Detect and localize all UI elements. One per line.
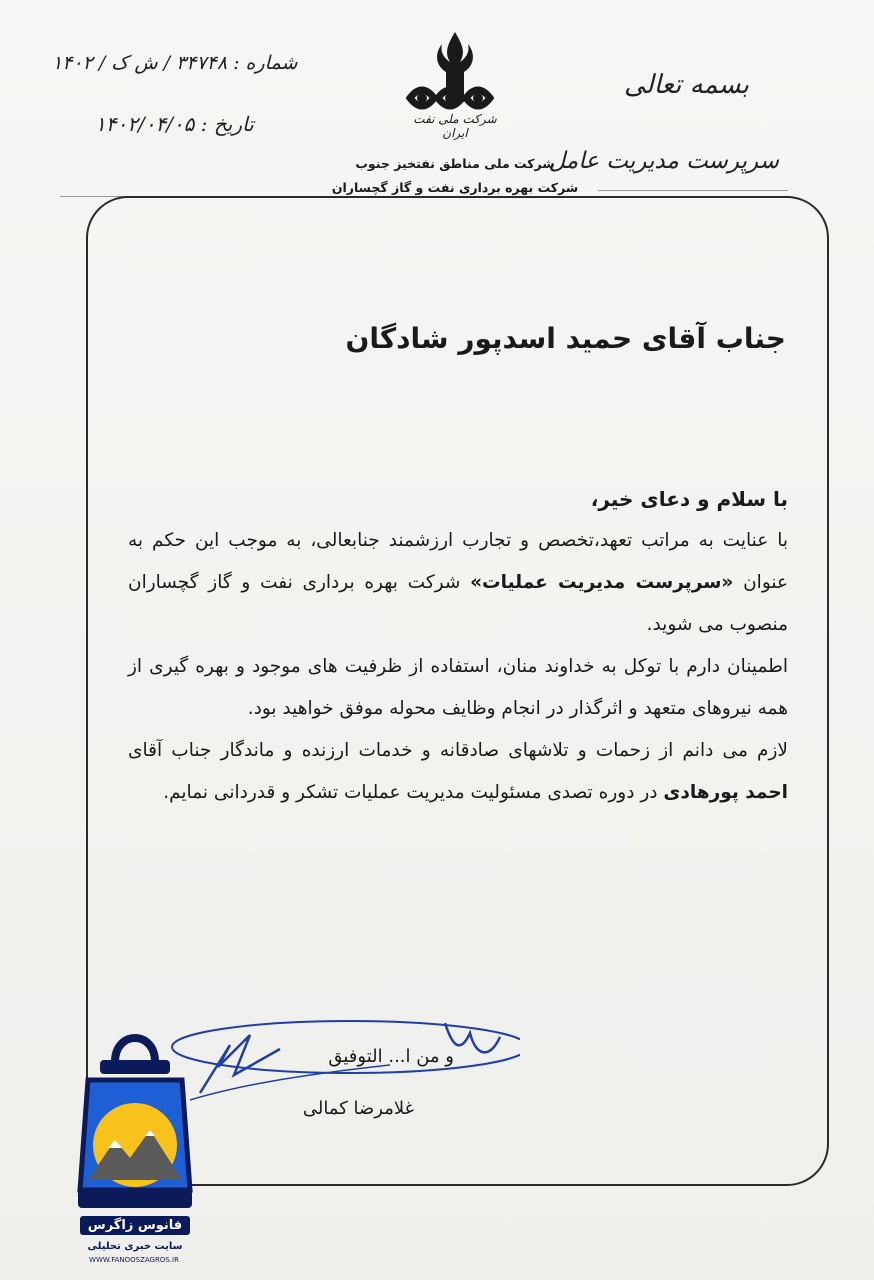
watermark-url: WWW.FANOOSZAGROS.IR <box>89 1256 179 1264</box>
watermark-subtitle: سایت خبری تحلیلی <box>87 1241 183 1252</box>
letter-date: تاریخ : ۱۴۰۲/۰۴/۰۵ <box>95 112 254 136</box>
paragraph-gratitude <box>128 730 788 814</box>
office-title: سرپرست مدیریت عامل <box>548 148 779 174</box>
paragraph-appointment <box>128 520 788 646</box>
bismillah-heading: بسمه تعالی <box>624 70 749 100</box>
logo-caption: شرکت ملی نفت ایران <box>413 112 497 140</box>
addressee-line: جناب آقای حمید اسدپور شادگان <box>345 322 786 355</box>
paragraph-3-end: در دوره تصدی مسئولیت مدیریت عملیات تشکر و قدردانی نمایم. <box>163 782 664 803</box>
paragraph-3-start: لازم می دانم از زحمات و تلاشهای صادقانه و خدمات ارزنده و ماندگار جناب آقای <box>128 740 788 761</box>
predecessor-name: احمد پورهادی <box>663 782 788 803</box>
company-line-2: شرکت بهره برداری نفت و گاز گچساران <box>331 180 579 195</box>
office-underline <box>598 190 788 191</box>
paragraph-1-start: با عنایت به مراتب تعهد،تخصص و تجارب ارزشمند جنابعالی، به موجب این حکم به عنوان <box>128 530 789 593</box>
signer-name: غلامرضا کمالی <box>302 1098 414 1119</box>
letter-body <box>128 478 788 814</box>
greeting: با سلام و دعای خیر، <box>590 487 788 511</box>
company-line-1: شرکت ملی مناطق نفتخیز جنوب <box>355 156 555 171</box>
letter-number: شماره : ۳۴۷۴۸ / ش ک / ۱۴۰۲ <box>52 52 298 74</box>
position-title: «سرپرست مدیریت عملیات» <box>470 572 734 593</box>
paragraph-1-end: شرکت بهره برداری نفت و گاز گچساران منصوب می شوید. <box>128 572 788 635</box>
closing-phrase: و من ا... التوفیق <box>328 1046 454 1067</box>
paragraph-confidence: اطمینان دارم با توکل به خداوند منان، استفاده از ظرفیت های موجود و بهره گیری از همه نیروهای متعهد و اثرگذار در انجام وظایف محوله موفق خواهید بود. <box>128 656 788 719</box>
watermark-title: فانوس زاگرس <box>80 1216 190 1235</box>
